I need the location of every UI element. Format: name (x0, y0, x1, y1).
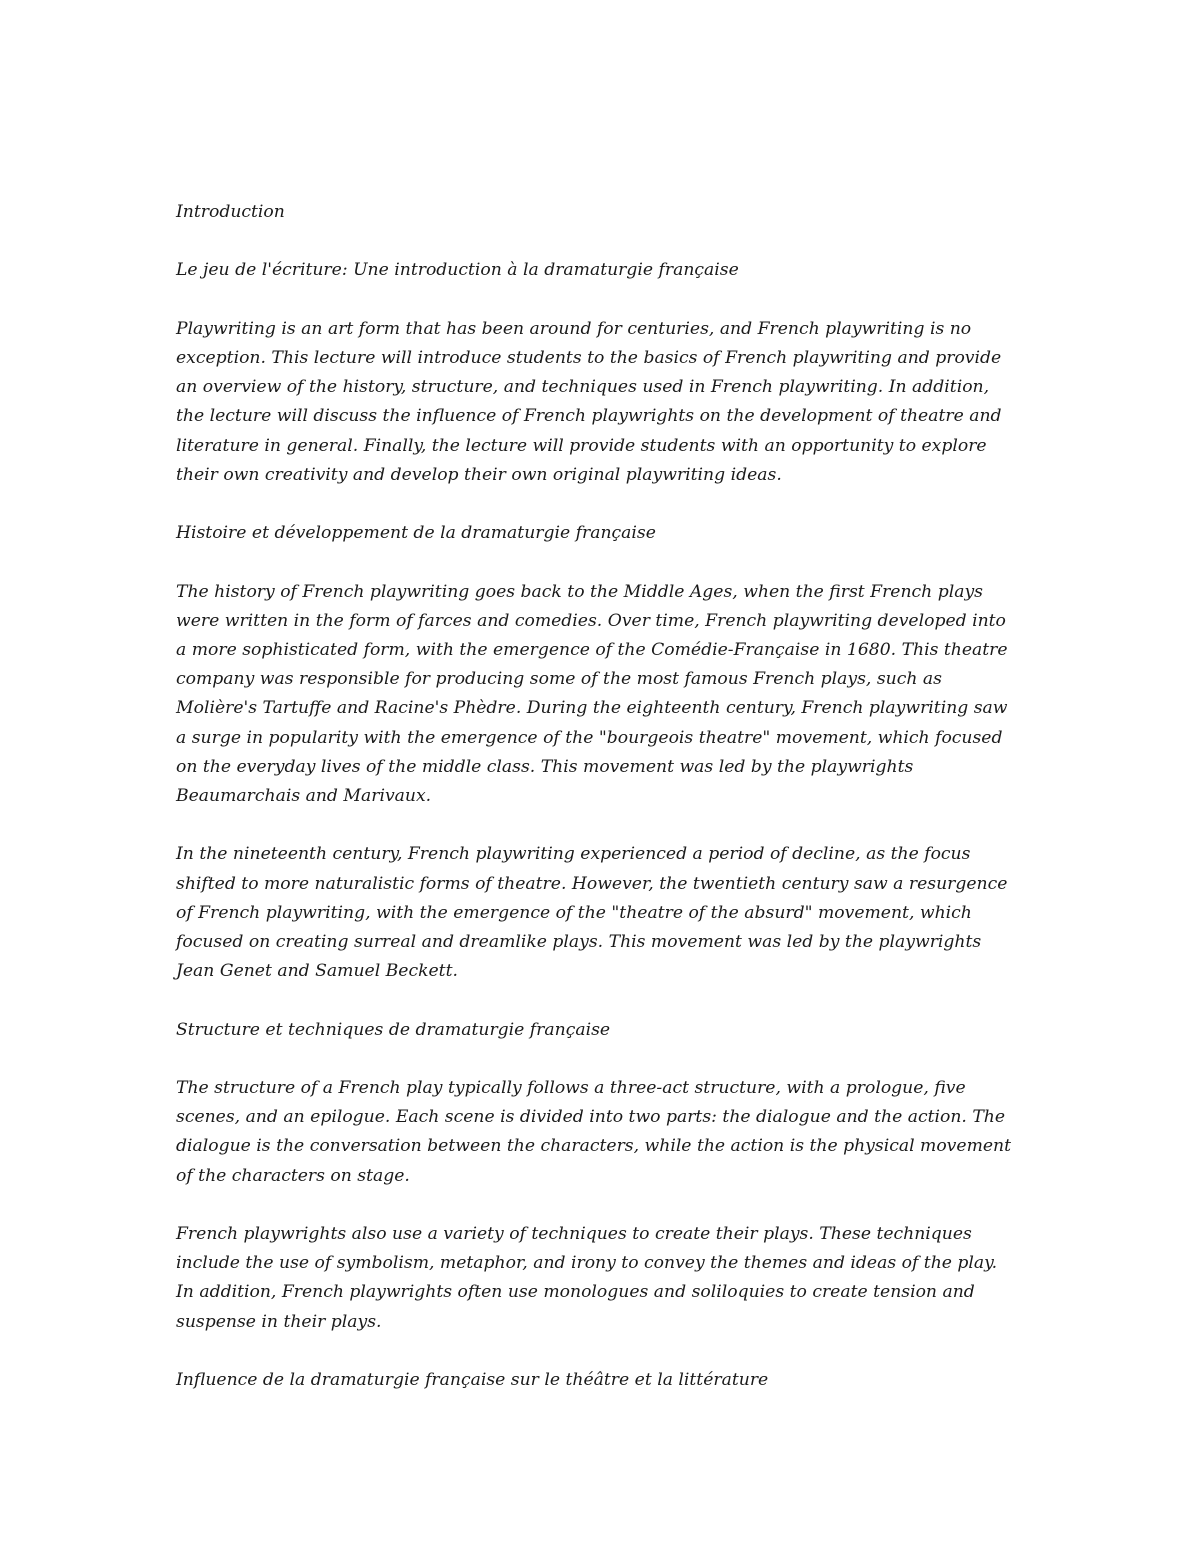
text-line: the lecture will discuss the influence of French playwrights on the development of theatre and (176, 406, 1002, 427)
text-line: their own creativity and develop their own original playwriting ideas. (176, 464, 782, 485)
text-line: Playwriting is an art form that has been around for centuries, and French playwriting is no (176, 318, 972, 339)
document-body (176, 198, 1046, 1424)
section-heading (176, 1366, 1046, 1395)
paragraph (176, 1220, 1046, 1337)
text-line: on the everyday lives of the middle class. This movement was led by the playwrights (176, 756, 914, 777)
text-line: French playwrights also use a variety of techniques to create their plays. These techniques (176, 1223, 972, 1244)
paragraph (176, 840, 1046, 986)
text-line: of French playwriting, with the emergence of the "theatre of the absurd" movement, which (176, 902, 972, 923)
text-line: In the nineteenth century, French playwriting experienced a period of decline, as the focus (176, 844, 971, 865)
text-line: Introduction (176, 202, 285, 222)
text-line: dialogue is the conversation between the characters, while the action is the physical movement (176, 1136, 1012, 1157)
text-line: Structure et techniques de dramaturgie française (176, 1019, 611, 1040)
section-heading (176, 198, 1046, 227)
text-line: The structure of a French play typically follows a three-act structure, with a prologue, five (176, 1077, 966, 1098)
text-line: scenes, and an epilogue. Each scene is divided into two parts: the dialogue and the action. The (176, 1107, 1006, 1128)
text-line: The history of French playwriting goes back to the Middle Ages, when the first French plays (176, 581, 983, 602)
text-line: of the characters on stage. (176, 1165, 410, 1186)
text-line: Influence de la dramaturgie française sur le théâtre et la littérature (176, 1369, 769, 1390)
paragraph (176, 1074, 1046, 1191)
text-line: Histoire et développement de la dramaturgie française (176, 523, 656, 544)
text-line: exception. This lecture will introduce students to the basics of French playwriting and provide (176, 347, 1002, 368)
text-line: include the use of symbolism, metaphor, and irony to convey the themes and ideas of the play. (176, 1253, 998, 1274)
text-line: suspense in their plays. (176, 1311, 382, 1332)
section-heading (176, 1016, 1046, 1045)
section-heading (176, 256, 1046, 285)
paragraph (176, 315, 1046, 490)
text-line: an overview of the history, structure, and techniques used in French playwriting. In addition, (176, 377, 990, 398)
text-line: Beaumarchais and Marivaux. (176, 786, 432, 806)
text-line: focused on creating surreal and dreamlike plays. This movement was led by the playwrights (176, 932, 982, 952)
text-line: Jean Genet and Samuel Beckett. (176, 961, 458, 982)
text-line: literature in general. Finally, the lecture will provide students with an opportunity to explore (176, 435, 987, 456)
text-line: were written in the form of farces and comedies. Over time, French playwriting developed into (176, 610, 1006, 631)
text-line: a surge in popularity with the emergence of the "bourgeois theatre" movement, which focused (176, 727, 1003, 748)
section-heading (176, 519, 1046, 548)
text-line: shifted to more naturalistic forms of theatre. However, the twentieth century saw a resurgence (176, 873, 1008, 894)
paragraph (176, 578, 1046, 812)
text-line: company was responsible for producing some of the most famous French plays, such as (176, 669, 942, 690)
text-line: In addition, French playwrights often use monologues and soliloquies to create tension and (176, 1282, 975, 1303)
text-line: Le jeu de l'écriture: Une introduction à la dramaturgie française (176, 260, 739, 281)
text-line: a more sophisticated form, with the emergence of the Comédie-Française in 1680. This theatre (176, 639, 1008, 660)
text-line: Molière's Tartuffe and Racine's Phèdre. During the eighteenth century, French playwriting saw (176, 698, 1008, 719)
